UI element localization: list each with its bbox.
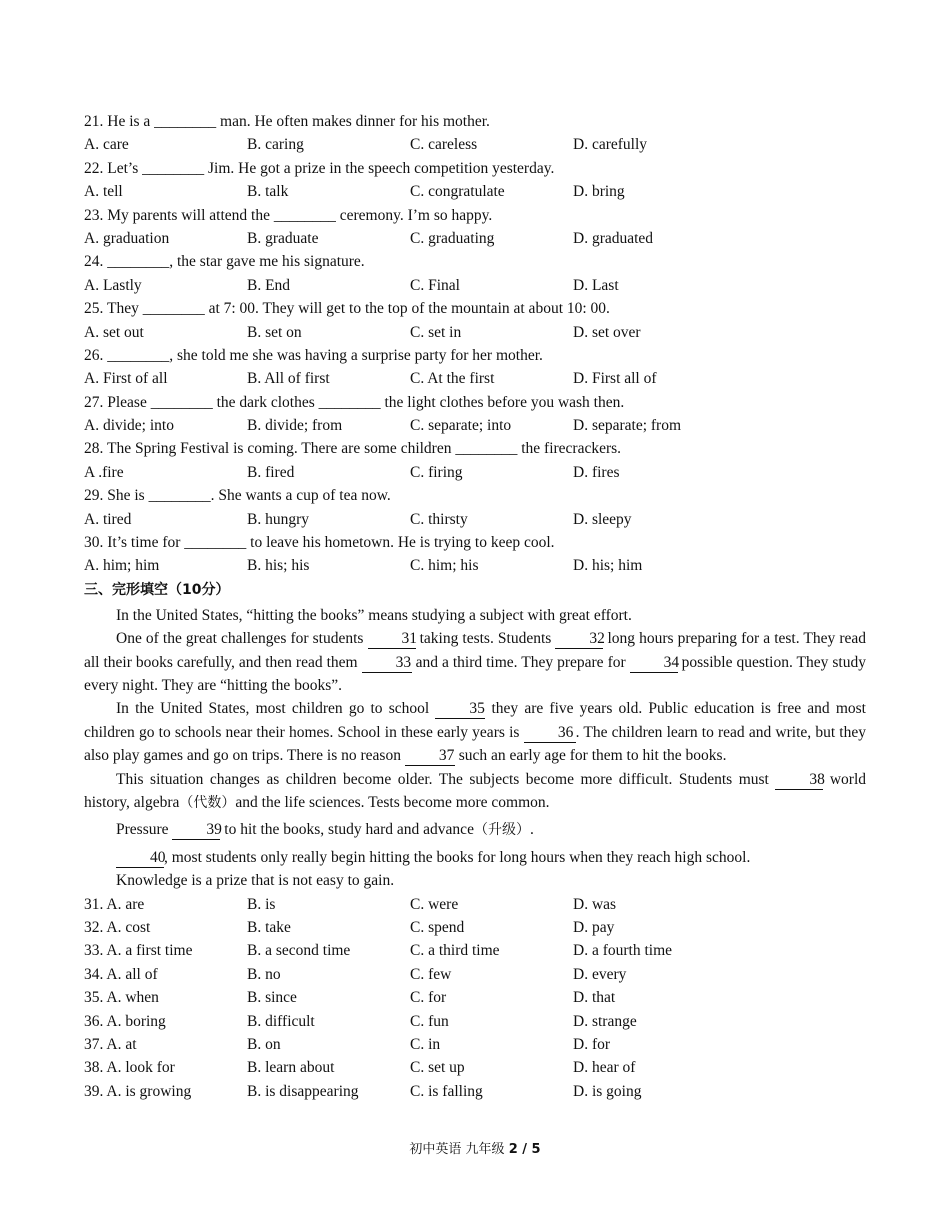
exam-page — [84, 110, 866, 1103]
question-stem: 27. Please ________ the dark clothes ________ the light clothes before you wash then. — [84, 393, 625, 411]
cloze-heading: 三、完形填空（10分） — [84, 581, 230, 598]
option-b: B. set on — [247, 323, 302, 341]
blank-37: 37 — [405, 747, 455, 766]
passage-paragraph-5: Pressure 39 to hit the books, study hard and advance（升级）. — [116, 821, 534, 839]
option-d: D. hear of — [573, 1059, 636, 1077]
option-d: D. is going — [573, 1082, 642, 1100]
option-a: 38. A. look for — [84, 1059, 175, 1077]
option-d: D. Last — [573, 276, 619, 294]
option-row — [84, 180, 866, 203]
option-a: A. graduation — [84, 229, 170, 247]
option-d: D. a fourth time — [573, 942, 673, 960]
option-a: 33. A. a first time — [84, 942, 193, 960]
option-d: D. sleepy — [573, 510, 632, 528]
option-d: D. graduated — [573, 229, 654, 247]
option-b: B. difficult — [247, 1012, 315, 1030]
footer-label: 初中英语 九年级 — [409, 1142, 509, 1157]
cloze-passage — [84, 604, 866, 893]
question-stem: 28. The Spring Festival is coming. There are some children ________ the firecrackers. — [84, 440, 622, 458]
question-stem: 24. ________, the star gave me his signature. — [84, 253, 365, 271]
option-a: A. divide; into — [84, 417, 174, 435]
cloze-option-row — [84, 893, 866, 916]
option-c: C. in — [410, 1036, 441, 1054]
option-d: D. First all of — [573, 370, 657, 388]
option-b: B. his; his — [247, 557, 310, 575]
option-c: C. were — [410, 895, 459, 913]
option-d: D. pay — [573, 919, 615, 937]
option-b: B. talk — [247, 183, 289, 201]
blank-32: 32 — [555, 630, 603, 649]
blank-36: 36 — [524, 724, 576, 743]
option-a: A. tired — [84, 510, 132, 528]
option-b: B. is disappearing — [247, 1082, 359, 1100]
option-row — [84, 367, 866, 390]
passage-paragraph-2: One of the great challenges for students 31 taking tests. Students 32 long hours preparing for a test. They read all their books carefully, and then read them 33 and a third time. They prepare for 34 possible question. They study every night. They are “hitting the books”. — [84, 630, 866, 695]
cloze-option-row — [84, 1010, 866, 1033]
option-c: C. graduating — [410, 229, 495, 247]
option-a: A. tell — [84, 183, 123, 201]
blank-40: 40 — [116, 849, 164, 868]
option-d: D. every — [573, 965, 627, 983]
cloze-option-row — [84, 1080, 866, 1103]
option-a: 35. A. when — [84, 989, 159, 1007]
cloze-option-row — [84, 986, 866, 1009]
option-row — [84, 227, 866, 250]
blank-38: 38 — [775, 771, 823, 790]
option-d: D. was — [573, 895, 617, 913]
option-b: B. a second time — [247, 942, 351, 960]
option-c: C. separate; into — [410, 417, 512, 435]
option-a: A. Lastly — [84, 276, 142, 294]
option-a: A .fire — [84, 463, 124, 481]
question-stem: 25. They ________ at 7: 00. They will get to the top of the mountain at about 10: 00. — [84, 300, 610, 318]
blank-35: 35 — [435, 700, 485, 719]
option-c: C. firing — [410, 463, 463, 481]
option-b: B. graduate — [247, 229, 319, 247]
option-b: B. take — [247, 919, 291, 937]
page-number: 2 / 5 — [508, 1142, 541, 1157]
option-d: D. set over — [573, 323, 641, 341]
option-c: C. At the first — [410, 370, 495, 388]
option-a: 39. A. is growing — [84, 1082, 192, 1100]
blank-31: 31 — [368, 630, 416, 649]
option-row — [84, 461, 866, 484]
option-row — [84, 554, 866, 577]
option-c: C. is falling — [410, 1082, 483, 1100]
option-a: 36. A. boring — [84, 1012, 166, 1030]
option-d: D. fires — [573, 463, 620, 481]
option-c: C. set in — [410, 323, 462, 341]
option-d: D. that — [573, 989, 616, 1007]
option-a: 34. A. all of — [84, 965, 158, 983]
option-a: 37. A. at — [84, 1036, 137, 1054]
passage-paragraph-3: In the United States, most children go to school 35 they are five years old. Public education is free and most children go to schools near their homes. School in these early years is 36 . The children learn to read and write, but they also play games and go on trips. There is no reason 37 such an early age for them to hit the books. — [84, 700, 866, 765]
option-c: C. congratulate — [410, 183, 505, 201]
option-c: C. thirsty — [410, 510, 468, 528]
passage-paragraph-7: Knowledge is a prize that is not easy to gain. — [116, 872, 395, 890]
passage-paragraph-4: This situation changes as children become older. The subjects become more difficult. Students must 38 world history, algebra（代数）and the life sciences. Tests become more common. — [84, 770, 866, 812]
cloze-option-row — [84, 1033, 866, 1056]
option-c: C. a third time — [410, 942, 500, 960]
option-d: D. carefully — [573, 136, 648, 154]
option-b: B. learn about — [247, 1059, 335, 1077]
question-stem: 21. He is a ________ man. He often makes dinner for his mother. — [84, 113, 490, 130]
option-row — [84, 133, 866, 156]
option-b: B. is — [247, 895, 276, 913]
option-row — [84, 414, 866, 437]
option-b: B. All of first — [247, 370, 330, 388]
option-d: D. strange — [573, 1012, 637, 1030]
option-b: B. no — [247, 965, 281, 983]
option-b: B. caring — [247, 136, 304, 154]
question-stem: 30. It’s time for ________ to leave his hometown. He is trying to keep cool. — [84, 534, 555, 552]
option-a: A. him; him — [84, 557, 160, 575]
option-b: B. End — [247, 276, 291, 294]
option-a: 31. A. are — [84, 895, 145, 913]
option-c: C. spend — [410, 919, 465, 937]
option-a: 32. A. cost — [84, 919, 151, 937]
cloze-option-row — [84, 963, 866, 986]
cloze-options-section — [84, 893, 866, 1104]
option-a: A. First of all — [84, 370, 168, 388]
page-footer — [0, 1138, 950, 1157]
multiple-choice-section — [84, 110, 866, 578]
option-b: B. fired — [247, 463, 295, 481]
blank-39: 39 — [172, 821, 220, 840]
question-stem: 29. She is ________. She wants a cup of tea now. — [84, 487, 391, 505]
blank-34: 34 — [630, 654, 678, 673]
option-d: D. separate; from — [573, 417, 682, 435]
option-b: B. since — [247, 989, 297, 1007]
question-stem: 22. Let’s ________ Jim. He got a prize in the speech competition yesterday. — [84, 159, 555, 177]
option-c: C. Final — [410, 276, 460, 294]
option-c: C. set up — [410, 1059, 465, 1077]
option-d: D. for — [573, 1036, 611, 1054]
option-d: D. his; him — [573, 557, 643, 575]
blank-33: 33 — [362, 654, 412, 673]
cloze-option-row — [84, 939, 866, 962]
question-stem: 26. ________, she told me she was having a surprise party for her mother. — [84, 346, 543, 364]
option-b: B. hungry — [247, 510, 309, 528]
option-row — [84, 321, 866, 344]
option-row — [84, 508, 866, 531]
question-stem: 23. My parents will attend the ________ ceremony. I’m so happy. — [84, 206, 493, 224]
option-a: A. care — [84, 136, 129, 154]
passage-paragraph-1: In the United States, “hitting the books” means studying a subject with great effort. — [116, 606, 632, 624]
option-b: B. on — [247, 1036, 281, 1054]
option-c: C. fun — [410, 1012, 449, 1030]
option-a: A. set out — [84, 323, 144, 341]
cloze-option-row — [84, 1056, 866, 1079]
option-c: C. careless — [410, 136, 478, 154]
option-c: C. few — [410, 965, 452, 983]
cloze-option-row — [84, 916, 866, 939]
passage-paragraph-6: 40, most students only really begin hitting the books for long hours when they reach high school. — [84, 846, 866, 869]
option-c: C. for — [410, 989, 447, 1007]
option-d: D. bring — [573, 183, 625, 201]
option-row — [84, 274, 866, 297]
option-b: B. divide; from — [247, 417, 343, 435]
option-c: C. him; his — [410, 557, 479, 575]
